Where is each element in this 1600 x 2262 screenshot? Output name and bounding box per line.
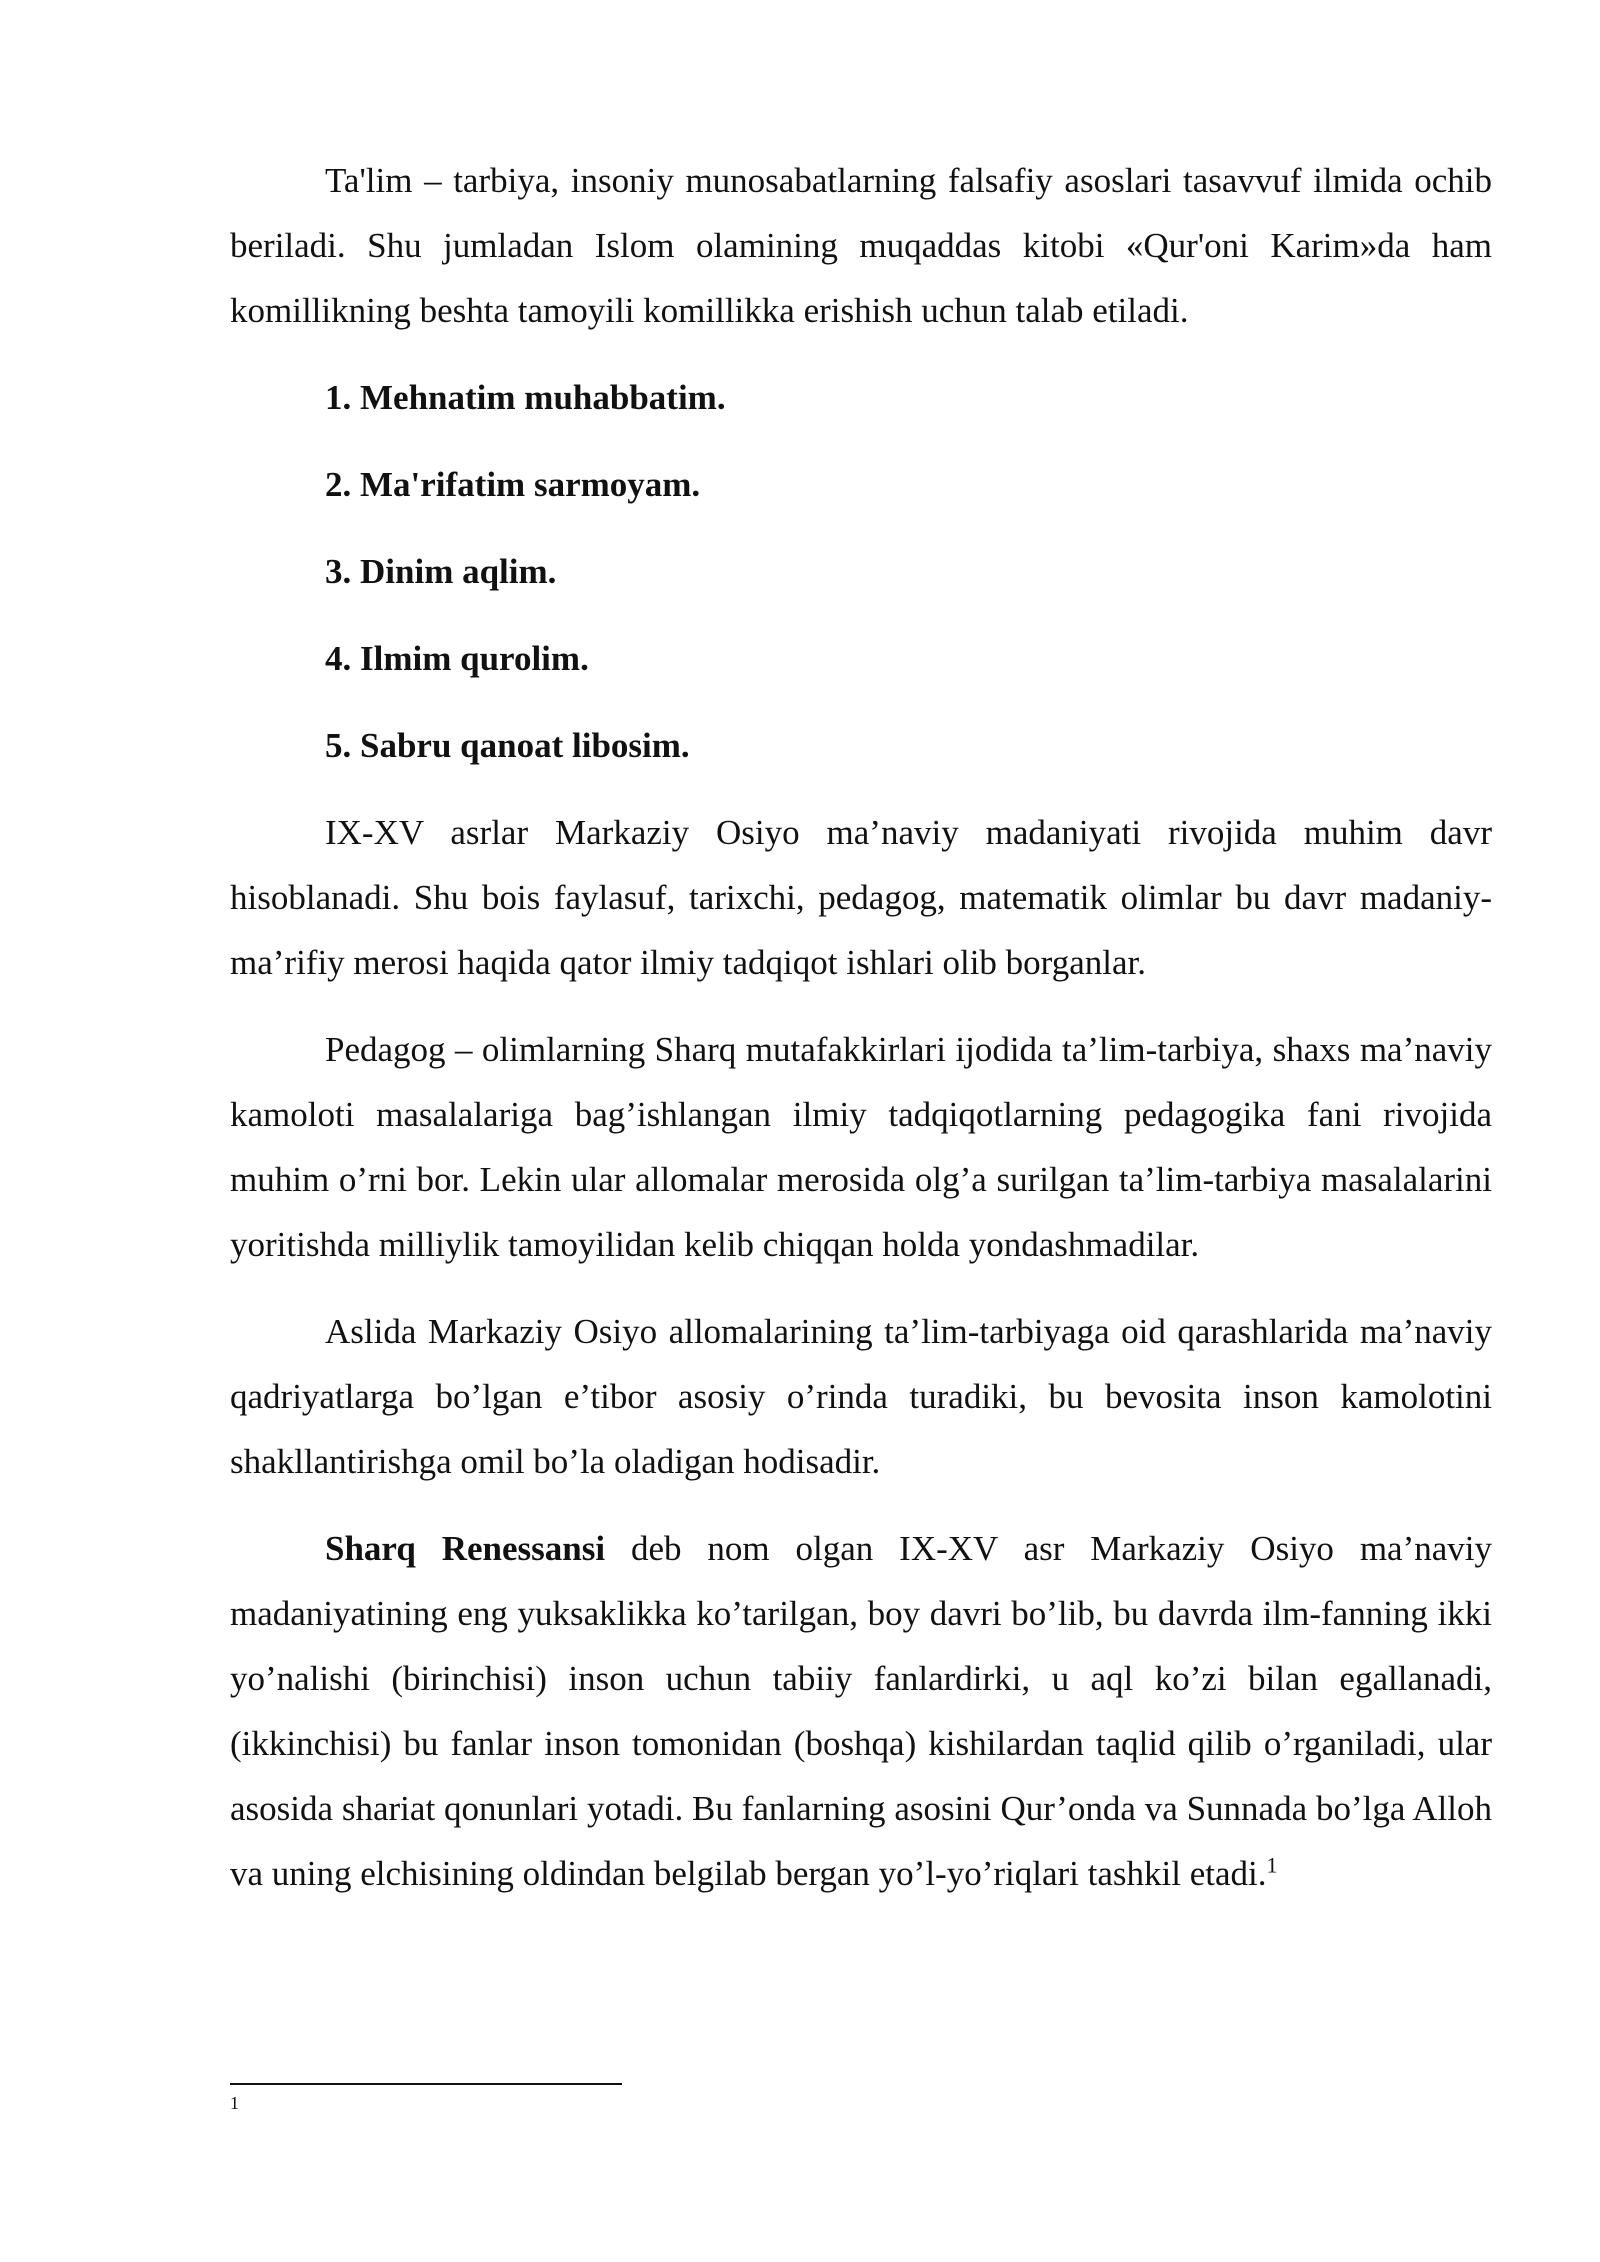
intro-paragraph: Ta'lim – tarbiya, insoniy munosabatlarning falsafiy asoslari tasavvuf ilmida ochib beriladi. Shu jumladan Islom olamining muqaddas kitobi «Qur'oni Karim»da ham komillikning beshta tamoyili komillikka erishish uchun talab etiladi. (230, 161, 1492, 330)
principle-item: 1. Mehnatim muhabbatim. (325, 378, 726, 417)
document-page (230, 148, 1492, 1928)
principles-list (230, 365, 1492, 778)
footnote-separator (230, 2083, 622, 2085)
paragraph-pedagog-olimlar: Pedagog – olimlarning Sharq mutafakkirlari ijodida ta’lim-tarbiya, shaxs ma’naviy kamoloti masalalariga bag’ishlangan ilmiy tadqiqotlarning pedagogika fani rivojida muhim o’rni bor. Lekin ular allomalar merosida olg’a surilgan ta’lim-tarbiya masalalarini yoritishda milliylik tamoyilidan kelib chiqqan holda yondashmadilar. (230, 1030, 1492, 1264)
footnote-reference[interactable]: 1 (1266, 1852, 1278, 1878)
principle-item: 2. Ma'rifatim sarmoyam. (325, 465, 701, 504)
principle-item: 5. Sabru qanoat libosim. (325, 726, 690, 765)
paragraph-ix-xv-centuries: IX-XV asrlar Markaziy Osiyo ma’naviy madaniyati rivojida muhim davr hisoblanadi. Shu bois faylasuf, tarixchi, pedagog, matematik olimlar bu davr madaniy-ma’rifiy merosi haqida qator ilmiy tadqiqot ishlari olib borganlar. (230, 813, 1492, 982)
principle-item: 3. Dinim aqlim. (325, 552, 557, 591)
sharq-renessansi-text: deb nom olgan IX-XV asr Markaziy Osiyo ma’naviy madaniyatining eng yuksaklikka ko’tarilgan, boy davri bo’lib, bu davrda ilm-fanning ikki yo’nalishi (birinchisi) inson uchun tabiiy fanlardirki, u aql ko’zi bilan egallanadi, (ikkinchisi) bu fanlar inson tomonidan (boshqa) kishilardan taqlid qilib o’rganiladi, ular asosida shariat qonunlari yotadi. Bu fanlarning asosini Qur’onda va Sunnada bo’lga Alloh va uning elchisining oldindan belgilab bergan yo’l-yo’riqlari tashkil etadi. (230, 1529, 1492, 1893)
paragraph-aslida: Aslida Markaziy Osiyo allomalarining ta’lim-tarbiyaga oid qarashlarida ma’naviy qadriyatlarga bo’lgan e’tibor asosiy o’rinda turadiki, bu bevosita inson kamolotini shakllantirishga omil bo’la oladigan hodisadir. (230, 1312, 1492, 1481)
sharq-renessansi-term: Sharq Renessansi (325, 1529, 606, 1568)
principle-item: 4. Ilmim qurolim. (325, 639, 589, 678)
paragraph-sharq-renessansi (230, 1516, 1492, 1906)
footnote-number: 1 (230, 2093, 239, 2113)
